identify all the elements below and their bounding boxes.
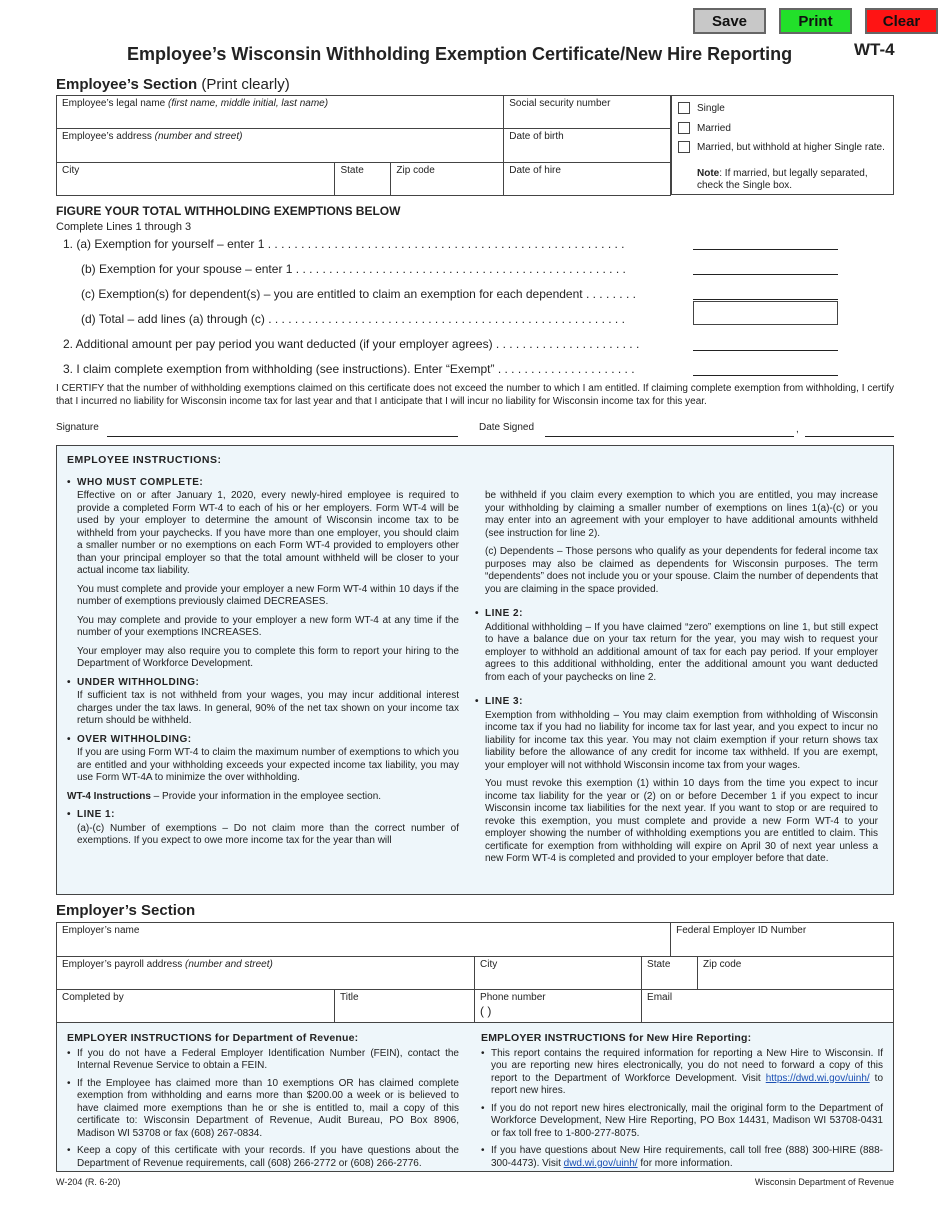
date-comma: , (796, 424, 799, 435)
marital-note: Note: If married, but legally separated, check the Single box. (697, 168, 868, 191)
employer-zip-label: Zip code (703, 959, 742, 970)
line1-heading: • LINE 1: (67, 809, 459, 822)
marital-status-box (671, 95, 894, 195)
over-p: If you are using Form WT-4 to claim the maximum number of exemptions to which you are entitled and your withholding exceeds your expected income tax liability, you may use Form WT-4A to minimize the over withholding. (77, 747, 459, 783)
email-field[interactable] (642, 990, 894, 1023)
line-1d-total-input[interactable] (693, 301, 838, 325)
under-withholding-heading: • UNDER WITHHOLDING: (67, 677, 459, 690)
single-checkbox[interactable] (678, 102, 690, 114)
address-field[interactable] (57, 129, 504, 163)
under-p: If sufficient tax is not withheld from your wages, you may incur additional interest charges under the tax laws. In general, 90% of the net tax shown on your income tax return should be withheld. (77, 690, 459, 726)
employer-city-field[interactable] (475, 957, 642, 990)
line-1a-label: 1. (a) Exemption for yourself – enter 1 . . . . . . . . . . . . . . . . . . . . . . . . . . . . . . . . . . . . . . . . . . . . . . . . . . . . . . (63, 237, 625, 251)
date-year-input[interactable] (805, 436, 894, 437)
form-number: WT-4 (854, 40, 895, 59)
title-field[interactable] (335, 990, 475, 1023)
line-1c-input[interactable] (693, 299, 838, 300)
employer-section-heading: Employer’s Section (56, 902, 196, 919)
line-1b-input[interactable] (693, 274, 838, 275)
employer-address-label: Employer’s payroll address (number and street) (62, 959, 273, 970)
dwd-newhire-link[interactable]: https://dwd.wi.gov/uinh/ (765, 1072, 870, 1084)
employer-city-label: City (480, 959, 498, 970)
address-label: Employee’s address (number and street) (62, 131, 243, 142)
newhire-item-1: • This report contains the required information for reporting a New Hire to Wisconsin. If you are reporting new hires electronically, you do not need to forward a copy of this report to the Department of Workforce Development. Visit https://dwd.wi.gov/uinh/ to report new hires. (481, 1048, 883, 1098)
who-p3: You may complete and provide to your employer a new form WT-4 at any time if the number of your exemptions INCREASES. (77, 614, 459, 638)
employee-info-grid (56, 95, 671, 196)
wt4-instructions: WT-4 Instructions – Provide your information in the employee section. (67, 790, 382, 802)
hire-date-label: Date of hire (509, 165, 561, 176)
employer-zip-field[interactable] (698, 957, 894, 990)
dwd-info-link[interactable]: dwd.wi.gov/uinh/ (563, 1157, 638, 1169)
employer-state-field[interactable] (642, 957, 698, 990)
employer-state-label: State (647, 959, 671, 970)
dor-item-1: • If you do not have a Federal Employer Identification Number (FEIN), contact the Internal Revenue Service to obtain a FEIN. (67, 1048, 459, 1073)
line-1b-label: (b) Exemption for your spouse – enter 1 . . . . . . . . . . . . . . . . . . . . . . . . . . . . . . . . . . . . . . . . . . . . . . . . . . (81, 262, 626, 276)
married-higher-label: Married, but withhold at higher Single rate. (697, 142, 885, 153)
date-signed-label: Date Signed (479, 422, 535, 433)
zip-label: Zip code (396, 165, 435, 176)
line-3-label: 3. I claim complete exemption from withholding (see instructions). Enter “Exempt” . . . . . . . . . . . . . . . . . . . . . (63, 362, 635, 376)
dob-label: Date of birth (509, 131, 564, 142)
dob-field[interactable] (504, 129, 671, 163)
fein-field[interactable] (671, 923, 894, 957)
line1-p: (a)-(c) Number of exemptions – Do not claim more than the correct number of exemptions. If you expect to owe more income tax for the year than will (77, 822, 459, 846)
phone-label: Phone number (480, 992, 546, 1003)
title-label: Title (340, 992, 359, 1003)
date-signed-input[interactable] (545, 436, 794, 437)
hire-date-field[interactable] (504, 163, 671, 196)
line-1a-input[interactable] (693, 249, 838, 250)
employer-name-label: Employer’s name (62, 925, 140, 936)
newhire-item-2: • If you do not report new hires electronically, mail the original form to the Department of Workforce Development, New Hire Reporting, PO Box 14431, Madison WI 53708-0431 or fax toll free to 1-800-277-8075. (481, 1103, 883, 1141)
dor-item-3: • Keep a copy of this certificate with your records. If you have questions about the Department of Revenue requirements, call (608) 266-2772 or (608) 266-2776. (67, 1145, 459, 1170)
signature-label: Signature (56, 422, 99, 433)
line2-heading: • LINE 2: (475, 608, 878, 621)
who-p4: Your employer may also require you to complete this form to report your hiring to the Department of Workforce Development. (77, 645, 459, 669)
right-p2: (c) Dependents – Those persons who qualify as your dependents for federal income tax purposes may also be claimed as dependents for Wisconsin purposes. The term “dependents” does not include you or your spouse. Claim the number of dependents that you are claiming in the space provided. (485, 546, 878, 595)
right-p1: be withheld if you claim every exemption to which you are entitled, you may increase your withholding by claiming a smaller number of exemptions on lines 1(a)-(c) or you may enter into an agreement with your employer to have additional amounts withheld (see instruction for line 2). (485, 490, 878, 539)
employee-section-heading (56, 76, 290, 93)
phone-area-code: ( ) (480, 1004, 492, 1018)
dor-item-2: • If the Employee has claimed more than 10 exemptions OR has claimed complete exemption from withholding and earns more than $200.00 a week or is believed to have claimed more exemptions than he or she is entitled to, mail a copy of this certificate to: Wisconsin Department of Revenue, Audit Bureau, PO Box 8906, Madison WI 53708 or fax (608) 267-0834. (67, 1078, 459, 1141)
who-p2: You must complete and provide your employer a new Form WT-4 within 10 days if the number of exemptions previously claimed DECREASES. (77, 583, 459, 607)
line3-heading: • LINE 3: (475, 696, 878, 709)
employer-name-field[interactable] (57, 923, 671, 957)
over-withholding-heading: • OVER WITHHOLDING: (67, 734, 459, 747)
line-2-label: 2. Additional amount per pay period you want deducted (if your employer agrees) . . . . . . . . . . . . . . . . . . . . . . (63, 337, 640, 351)
line-3-input[interactable] (693, 375, 838, 376)
save-button[interactable]: Save (693, 8, 766, 34)
employer-info-grid (56, 922, 894, 1023)
line-2-input[interactable] (693, 350, 838, 351)
completed-by-label: Completed by (62, 992, 124, 1003)
zip-field[interactable] (391, 163, 504, 196)
married-higher-checkbox[interactable] (678, 141, 690, 153)
married-label: Married (697, 123, 731, 134)
ssn-field[interactable] (504, 96, 671, 129)
city-label: City (62, 165, 80, 176)
dor-heading: EMPLOYER INSTRUCTIONS for Department of Revenue: (67, 1032, 359, 1044)
fein-label: Federal Employer ID Number (676, 925, 807, 936)
clear-button[interactable]: Clear (865, 8, 938, 34)
state-label: State (340, 165, 364, 176)
print-button[interactable]: Print (779, 8, 852, 34)
who-p1: Effective on or after January 1, 2020, every newly-hired employee is required to provide a completed Form WT-4 to each of his or her employers. Form WT-4 will be used by your employer to determine the amount of Wisconsin income tax to be withheld from your paychecks. If you have more than one employer, you should claim a smaller number or no exemptions on each Form WT-4 provided to employers other than your principal employer so that the total amount withheld will be closer to your actual income tax liability. (77, 490, 459, 576)
single-label: Single (697, 103, 725, 114)
certify-text: I CERTIFY that the number of withholding exemptions claimed on this certificate does not exceed the number to which I am entitled. If claiming complete exemption from withholding, I certify that I incurred no liability for Wisconsin income tax for last year and that I anticipate that I will incur no liability for Wisconsin income tax for this year. (56, 383, 894, 407)
signature-input[interactable] (107, 436, 458, 437)
line3-p2: You must revoke this exemption (1) within 10 days from the time you expect to incur income tax liability for the year or (2) on or before December 1 if you expect to incur Wisconsin income tax liabilities for the next year. If you want to stop or are required to revoke this exemption, you must complete and provide a new Form WT-4 to your employer showing the number of withholding exemptions you are entitled to claim. This certificate for exemption from withholding will expire on April 30 of next year unless a new Form WT-4 is completed and provided to your employer before that date. (485, 778, 878, 864)
email-label: Email (647, 992, 673, 1003)
form-title: Employee’s Wisconsin Withholding Exemption Certificate/New Hire Reporting (127, 44, 793, 64)
instructions-heading: EMPLOYEE INSTRUCTIONS: (67, 454, 222, 466)
employer-instructions-box (56, 1022, 894, 1172)
newhire-heading: EMPLOYER INSTRUCTIONS for New Hire Reporting: (481, 1032, 752, 1044)
department-name: Wisconsin Department of Revenue (754, 1177, 894, 1187)
legal-name-label: Employee’s legal name (first name, middle initial, last name) (62, 98, 329, 109)
figure-subheading: Complete Lines 1 through 3 (56, 221, 192, 233)
employer-address-field[interactable] (57, 957, 475, 990)
married-checkbox[interactable] (678, 122, 690, 134)
employee-heading-sub: (Print clearly) (201, 76, 290, 93)
phone-field[interactable] (475, 990, 642, 1023)
completed-by-field[interactable] (57, 990, 335, 1023)
figure-heading: FIGURE YOUR TOTAL WITHHOLDING EXEMPTIONS BELOW (56, 204, 401, 218)
line2-p: Additional withholding – If you have claimed “zero” exemptions on line 1, but still expect to have a balance due on your tax return for the year, you may wish to request your employer to withhold an additional amount of tax for each pay period. If your employer agrees to this additional withholding, enter the additional amount you want deducted from each of your paychecks on line 2. (485, 621, 878, 683)
form-revision: W-204 (R. 6-20) (56, 1177, 121, 1187)
employee-heading-text: Employee’s Section (56, 76, 198, 93)
city-field[interactable] (57, 163, 335, 196)
line-1d-label: (d) Total – add lines (a) through (c) . . . . . . . . . . . . . . . . . . . . . . . . . . . . . . . . . . . . . . . . . . . . . . . . . . . . . . (81, 312, 625, 326)
legal-name-field[interactable] (57, 96, 504, 129)
newhire-item-3: • If you have questions about New Hire requirements, call toll free (888) 300-HIRE (888-300-4473). Visit dwd.wi.gov/uinh/ for more information. (481, 1145, 883, 1170)
ssn-label: Social security number (509, 98, 611, 109)
line3-p1: Exemption from withholding – You may claim exemption from withholding of Wisconsin income tax if you had no liability for income tax for last year, and you expect to incur no liability for income tax this year. You may not claim exemption if your return shows tax liability before the allowance of any credit for income tax withheld. If you are exempt, your employer will not withhold Wisconsin income tax from your wages. (485, 709, 878, 771)
state-field[interactable] (335, 163, 391, 196)
who-must-complete-heading: • WHO MUST COMPLETE: (67, 477, 459, 490)
line-1c-label: (c) Exemption(s) for dependent(s) – you are entitled to claim an exemption for each dependent . . . . . . . . (81, 287, 636, 301)
employee-instructions-box (56, 445, 894, 895)
